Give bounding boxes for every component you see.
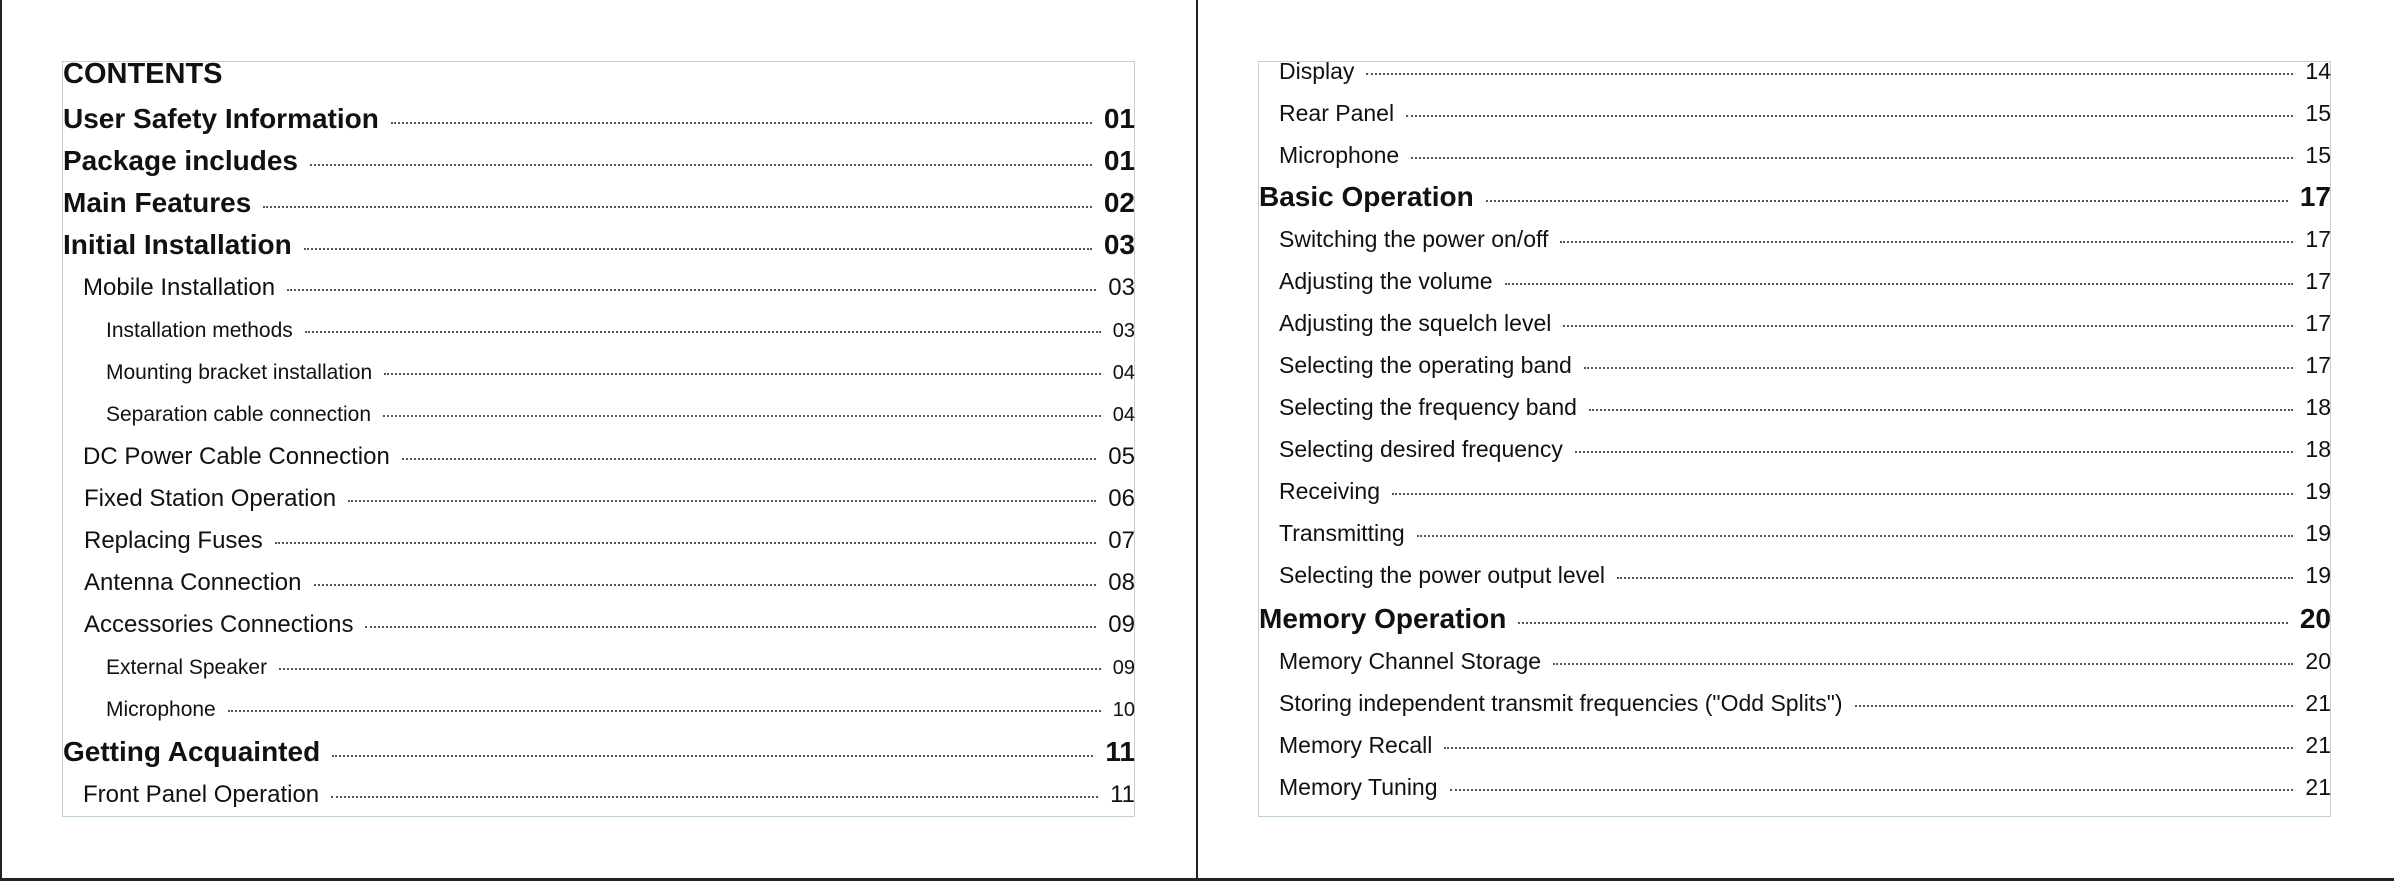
- toc-entry-page: 04: [1112, 404, 1135, 426]
- right-page: [1198, 0, 2393, 878]
- dot-leader: [348, 500, 1096, 502]
- toc-entry[interactable]: [1279, 142, 2331, 169]
- toc-entry-page: 03: [1103, 229, 1135, 260]
- dot-leader: [1617, 577, 2293, 579]
- toc-entry-label: External Speaker: [106, 656, 268, 679]
- toc-entry-page: 17: [2305, 226, 2331, 252]
- dot-leader: [1411, 157, 2293, 159]
- toc-entry[interactable]: [1279, 732, 2331, 759]
- toc-entry-label: Receiving: [1279, 478, 1380, 504]
- toc-entry-page: 09: [1108, 611, 1135, 638]
- toc-entry-page: 15: [2305, 100, 2331, 126]
- toc-entry-page: 18: [2305, 394, 2331, 420]
- toc-entry[interactable]: [1279, 100, 2331, 127]
- toc-entry-label: DC Power Cable Connection: [83, 443, 390, 470]
- toc-entry-page: 04: [1112, 362, 1135, 384]
- dot-leader: [1553, 663, 2293, 665]
- dot-leader: [1505, 283, 2294, 285]
- toc-entry-label: Memory Operation: [1259, 603, 1507, 634]
- toc-entry-page: 18: [2305, 436, 2331, 462]
- toc-entry[interactable]: [1279, 352, 2331, 379]
- dot-leader: [1392, 493, 2293, 495]
- toc-entry[interactable]: [83, 274, 1135, 302]
- toc-entry-label: Microphone: [1279, 142, 1400, 168]
- toc-entry-label: Selecting the operating band: [1279, 352, 1572, 378]
- toc-entry-page: 08: [1108, 569, 1135, 596]
- dot-leader: [365, 626, 1096, 628]
- dot-leader: [332, 755, 1093, 757]
- toc-entry-page: 11: [1110, 781, 1135, 808]
- dot-leader: [1584, 367, 2294, 369]
- dot-leader: [1855, 705, 2294, 707]
- dot-leader: [1560, 241, 2293, 243]
- toc-entry-page: 03: [1112, 320, 1135, 342]
- toc-entry[interactable]: [1279, 774, 2331, 801]
- toc-entry-label: Antenna Connection: [84, 569, 302, 596]
- toc-entry-label: Transmitting: [1279, 520, 1405, 546]
- toc-entry-label: Separation cable connection: [106, 403, 372, 426]
- toc-entry[interactable]: [1279, 58, 2331, 85]
- toc-entry-label: Main Features: [63, 187, 252, 218]
- toc-entry-label: Basic Operation: [1259, 181, 1474, 212]
- toc-entry[interactable]: [63, 103, 1135, 135]
- contents-title: CONTENTS: [63, 58, 223, 90]
- toc-entry[interactable]: [106, 361, 1135, 385]
- toc-entry-label: Mobile Installation: [83, 274, 276, 301]
- toc-entry[interactable]: [83, 443, 1135, 471]
- toc-entry-label: Adjusting the squelch level: [1279, 310, 1552, 336]
- dot-leader: [228, 710, 1101, 712]
- toc-entry-page: 17: [2299, 181, 2331, 212]
- toc-entry[interactable]: [106, 698, 1135, 722]
- toc-entry-page: 11: [1105, 736, 1135, 767]
- toc-entry[interactable]: [63, 145, 1135, 177]
- toc-entry-label: Mounting bracket installation: [106, 361, 373, 384]
- toc-entry-label: Replacing Fuses: [84, 527, 263, 554]
- dot-leader: [402, 458, 1096, 460]
- toc-entry-label: Installation methods: [106, 319, 293, 342]
- dot-leader: [305, 331, 1101, 333]
- left-page: [1, 0, 1196, 878]
- toc-entry-label: Memory Recall: [1279, 732, 1433, 758]
- toc-entry[interactable]: [83, 781, 1135, 809]
- dot-leader: [310, 164, 1092, 166]
- toc-entry-label: Initial Installation: [63, 229, 292, 260]
- dot-leader: [304, 248, 1092, 250]
- dot-leader: [263, 206, 1092, 208]
- toc-entry-page: 03: [1108, 274, 1135, 301]
- toc-entry-label: Rear Panel: [1279, 100, 1395, 126]
- toc-entry-label: Selecting desired frequency: [1279, 436, 1563, 462]
- dot-leader: [279, 668, 1101, 670]
- toc-entry[interactable]: [1279, 310, 2331, 337]
- dot-leader: [314, 584, 1097, 586]
- toc-entry[interactable]: [63, 187, 1135, 219]
- dot-leader: [1450, 789, 2294, 791]
- dot-leader: [1518, 622, 2287, 624]
- toc-entry-page: 10: [1112, 699, 1135, 721]
- toc-entry[interactable]: [1279, 478, 2331, 505]
- toc-entry[interactable]: [1279, 648, 2331, 675]
- toc-entry-label: Adjusting the volume: [1279, 268, 1493, 294]
- toc-entry[interactable]: [84, 611, 1135, 639]
- toc-entry-label: Switching the power on/off: [1279, 226, 1549, 252]
- toc-entry-label: Getting Acquainted: [63, 736, 321, 767]
- toc-entry-page: 19: [2305, 520, 2331, 546]
- toc-entry[interactable]: [1279, 436, 2331, 463]
- dot-leader: [1406, 115, 2293, 117]
- toc-entry-page: 01: [1103, 103, 1135, 134]
- dot-leader: [1366, 73, 2293, 75]
- toc-entry-page: 19: [2305, 478, 2331, 504]
- dot-leader: [383, 415, 1101, 417]
- toc-entry[interactable]: [1279, 226, 2331, 253]
- dot-leader: [1589, 409, 2293, 411]
- toc-entry[interactable]: [84, 569, 1135, 597]
- toc-entry-label: Memory Tuning: [1279, 774, 1438, 800]
- toc-entry-page: 21: [2305, 690, 2331, 716]
- toc-entry-page: 15: [2305, 142, 2331, 168]
- dot-leader: [275, 542, 1097, 544]
- toc-entry-label: User Safety Information: [63, 103, 379, 134]
- toc-entry[interactable]: [84, 485, 1135, 513]
- toc-entry-page: 09: [1112, 657, 1135, 679]
- dot-leader: [1444, 747, 2293, 749]
- dot-leader: [391, 122, 1092, 124]
- toc-entry-label: Selecting the frequency band: [1279, 394, 1577, 420]
- toc-entry[interactable]: [1259, 603, 2331, 635]
- toc-entry-page: 19: [2305, 562, 2331, 588]
- toc-entry[interactable]: [106, 656, 1135, 680]
- toc-entry-page: 20: [2299, 603, 2331, 634]
- toc-entry[interactable]: [1259, 181, 2331, 213]
- toc-entry-page: 21: [2305, 774, 2331, 800]
- toc-entry-label: Storing independent transmit frequencies ("Odd Splits"): [1279, 690, 1843, 716]
- dot-leader: [1575, 451, 2294, 453]
- toc-entry-label: Display: [1279, 58, 1355, 84]
- toc-entry-label: Package includes: [63, 145, 299, 176]
- toc-entry-page: 02: [1103, 187, 1135, 218]
- dot-leader: [384, 373, 1101, 375]
- toc-entry-page: 20: [2305, 648, 2331, 674]
- dot-leader: [1417, 535, 2294, 537]
- toc-entry[interactable]: [106, 403, 1135, 427]
- dot-leader: [1486, 200, 2288, 202]
- toc-entry-label: Selecting the power output level: [1279, 562, 1606, 588]
- toc-entry-page: 14: [2305, 58, 2331, 84]
- dot-leader: [287, 289, 1096, 291]
- toc-entry[interactable]: [1279, 690, 2331, 717]
- toc-entry[interactable]: [1279, 562, 2331, 589]
- toc-entry[interactable]: [63, 229, 1135, 261]
- toc-entry[interactable]: [63, 736, 1135, 768]
- toc-entry-label: Accessories Connections: [84, 611, 354, 638]
- toc-entry[interactable]: [84, 527, 1135, 555]
- toc-entry-page: 06: [1108, 485, 1135, 512]
- toc-entry-label: Fixed Station Operation: [84, 485, 337, 512]
- toc-entry-page: 17: [2305, 268, 2331, 294]
- toc-entry-page: 17: [2305, 352, 2331, 378]
- toc-entry-label: Front Panel Operation: [83, 781, 320, 808]
- toc-entry-label: Memory Channel Storage: [1279, 648, 1542, 674]
- toc-entry-page: 17: [2305, 310, 2331, 336]
- toc-entry-page: 01: [1103, 145, 1135, 176]
- toc-entry-page: 07: [1108, 527, 1135, 554]
- toc-entry-label: Microphone: [106, 698, 216, 721]
- toc-entry-page: 05: [1108, 443, 1135, 470]
- dot-leader: [331, 796, 1098, 798]
- toc-entry[interactable]: [1279, 520, 2331, 547]
- dot-leader: [1563, 325, 2293, 327]
- toc-entry[interactable]: [1279, 394, 2331, 421]
- toc-entry[interactable]: [1279, 268, 2331, 295]
- toc-entry[interactable]: [106, 319, 1135, 343]
- toc-entry-page: 21: [2305, 732, 2331, 758]
